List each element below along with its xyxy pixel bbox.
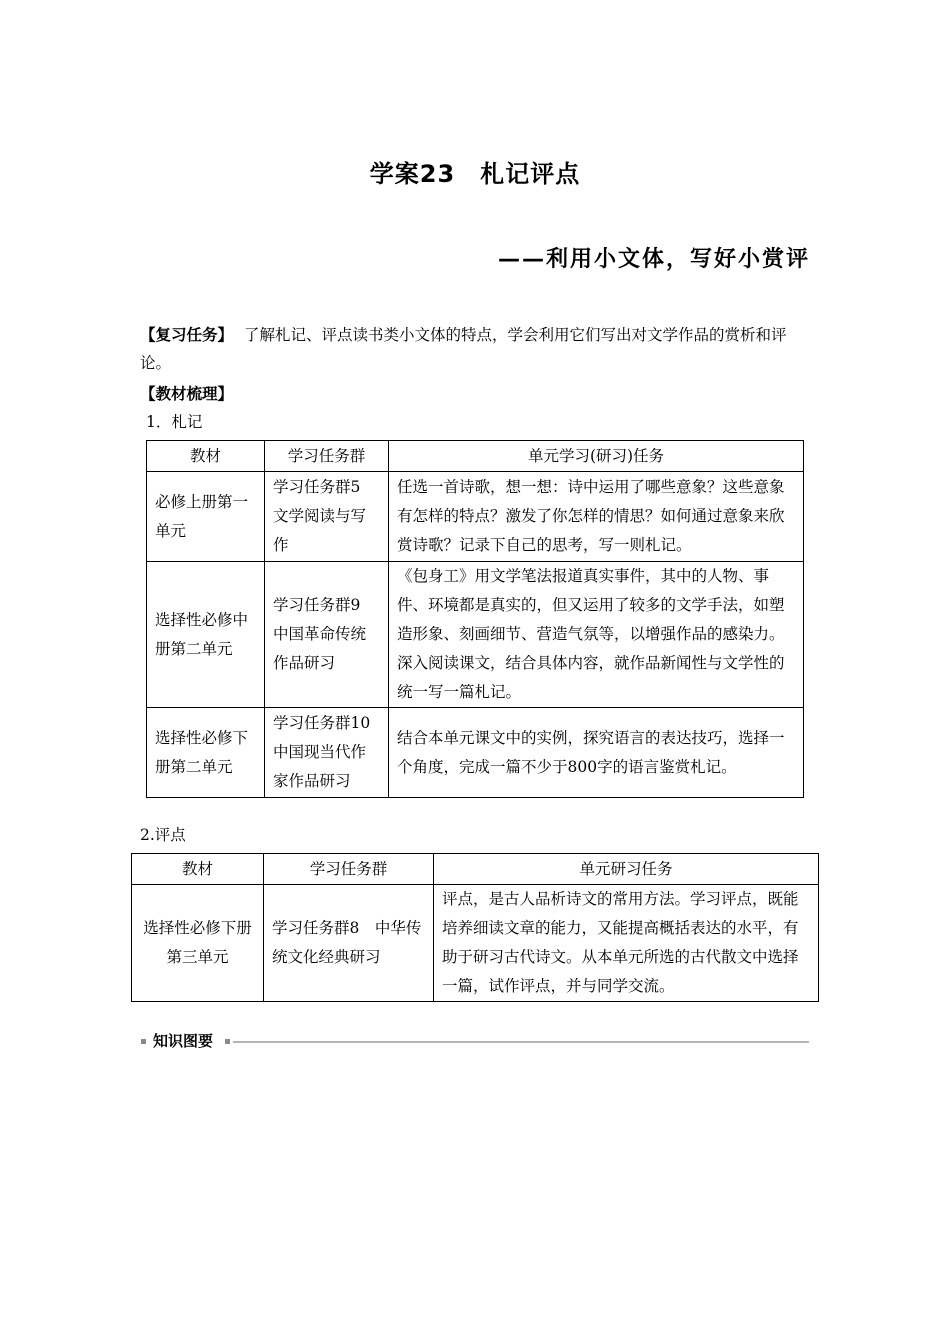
cell-book: 选择性必修下册第三单元 bbox=[132, 885, 264, 1002]
header-book: 教材 bbox=[132, 854, 264, 885]
cell-book: 选择性必修下册第二单元 bbox=[147, 708, 265, 798]
page-title: 学案23 札记评点 bbox=[369, 160, 581, 188]
textbook-section-label: 【教材梳理】 bbox=[140, 385, 234, 403]
cell-task: 任选一首诗歌，想一想：诗中运用了哪些意象？这些意象有怎样的特点？激发了你怎样的情思？如何通过意象来欣赏诗歌？记录下自己的思考，写一则札记。 bbox=[389, 472, 804, 562]
table-header-row bbox=[147, 441, 804, 472]
table-row bbox=[147, 472, 804, 562]
cell-book: 选择性必修中册第二单元 bbox=[147, 562, 265, 708]
cell-group: 学习任务群9 中国革命传统作品研习 bbox=[265, 562, 389, 708]
section2-heading: 2.评点 bbox=[140, 826, 186, 844]
cell-group: 学习任务群8 中华传统文化经典研习 bbox=[264, 885, 434, 1002]
table-header-row bbox=[132, 854, 819, 885]
page-subtitle: ——利用小文体，写好小赏评 bbox=[497, 247, 810, 272]
table-row bbox=[147, 708, 804, 798]
header-task: 单元研习任务 bbox=[434, 854, 819, 885]
table-row bbox=[132, 885, 819, 1002]
bar-square-left bbox=[141, 1039, 146, 1044]
commentary-table bbox=[131, 853, 819, 1002]
knowledge-map-label: 知识图要 bbox=[153, 1032, 214, 1050]
header-task: 单元学习(研习)任务 bbox=[389, 441, 804, 472]
review-task bbox=[140, 321, 812, 377]
bar-divider bbox=[233, 1041, 809, 1043]
bar-square-right bbox=[225, 1039, 230, 1044]
cell-task: 结合本单元课文中的实例，探究语言的表达技巧，选择一个角度，完成一篇不少于800字的语言鉴赏札记。 bbox=[389, 708, 804, 798]
cell-task: 《包身工》用文学笔法报道真实事件，其中的人物、事件、环境都是真实的，但又运用了较多的文学手法，如塑造形象、刻画细节、营造气氛等，以增强作品的感染力。深入阅读课文，结合具体内容，就作品新闻性与文学性的统一写一篇札记。 bbox=[389, 562, 804, 708]
section1-heading: 1．札记 bbox=[146, 413, 203, 431]
notes-table bbox=[146, 440, 804, 798]
review-task-label: 【复习任务】 bbox=[140, 326, 234, 344]
review-task-text: 了解札记、评点读书类小文体的特点，学会利用它们写出对文学作品的赏析和评论。 bbox=[140, 326, 787, 372]
knowledge-map-bar bbox=[141, 1030, 809, 1052]
table-row bbox=[147, 562, 804, 708]
cell-group: 学习任务群10 中国现当代作家作品研习 bbox=[265, 708, 389, 798]
cell-book: 必修上册第一单元 bbox=[147, 472, 265, 562]
header-group: 学习任务群 bbox=[264, 854, 434, 885]
cell-task: 评点，是古人品析诗文的常用方法。学习评点，既能培养细读文章的能力，又能提高概括表达的水平，有助于研习古代诗文。从本单元所选的古代散文中选择一篇，试作评点，并与同学交流。 bbox=[434, 885, 819, 1002]
header-book: 教材 bbox=[147, 441, 265, 472]
cell-group: 学习任务群5 文学阅读与写作 bbox=[265, 472, 389, 562]
header-group: 学习任务群 bbox=[265, 441, 389, 472]
